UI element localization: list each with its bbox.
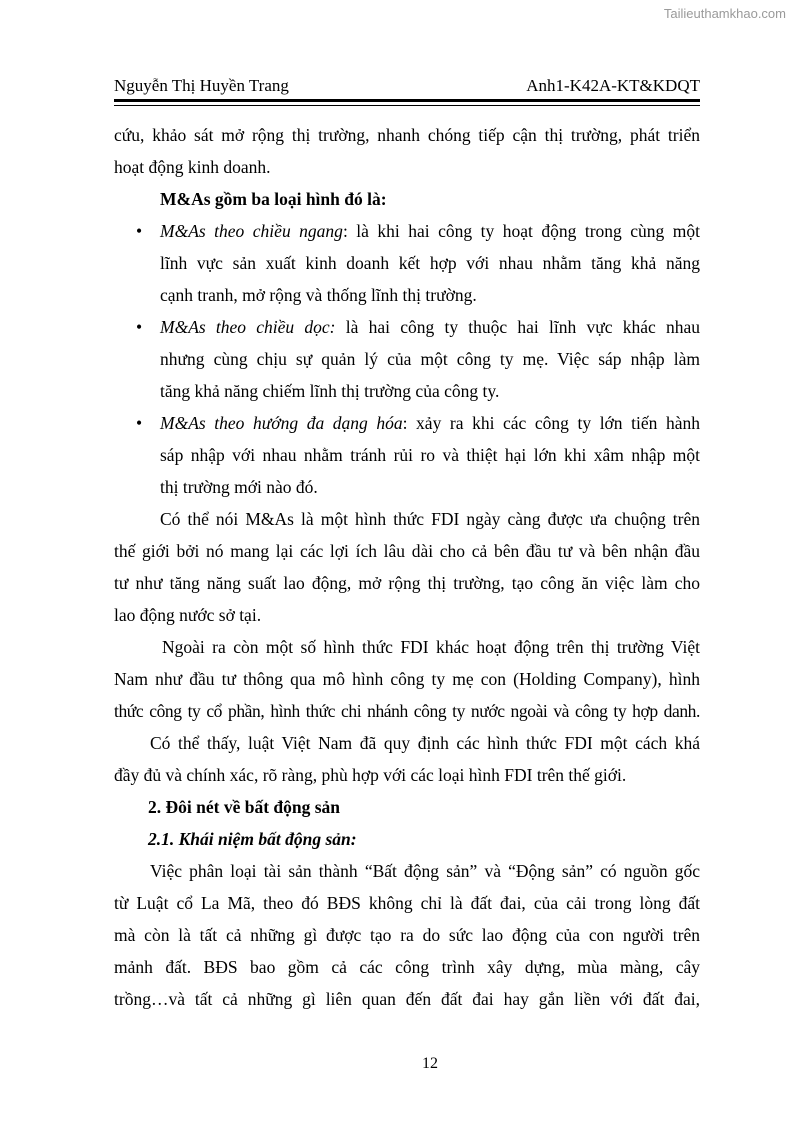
bullet-text: là hai công ty thuộc hai lĩnh vực khác nhau: [335, 317, 700, 337]
header-rule: [114, 99, 700, 106]
page-number: 12: [422, 1055, 438, 1072]
text-line: Có thể nói M&As là một hình thức FDI ngày càng được ưa chuộng trên: [160, 509, 700, 529]
text-line: tăng khả năng chiếm lĩnh thị trường của công ty.: [160, 381, 500, 401]
bullet-text: : xảy ra khi các công ty lớn tiến hành: [402, 413, 700, 433]
bullet-term: M&As theo chiều dọc:: [160, 317, 336, 337]
page-header: [114, 76, 700, 96]
header-author: Nguyễn Thị Huyền Trang: [114, 76, 289, 95]
text-line: sáp nhập với nhau nhằm tránh rủi ro và thiệt hại lớn khi xâm nhập một: [160, 445, 700, 465]
bullet-icon: •: [136, 221, 143, 241]
text-line: cạnh tranh, mở rộng và thống lĩnh thị trường.: [160, 285, 477, 305]
text-line: lao động nước sở tại.: [114, 605, 262, 625]
text-line: cứu, khảo sát mở rộng thị trường, nhanh chóng tiếp cận thị trường, phát triển: [114, 125, 700, 145]
text-line: Việc phân loại tài sản thành “Bất động sản” và “Động sản” có nguồn gốc: [150, 861, 700, 881]
text-line: Ngoài ra còn một số hình thức FDI khác hoạt động trên thị trường Việt: [162, 637, 700, 657]
text-line: tư như tăng năng suất lao động, mở rộng thị trường, tạo công ăn việc làm cho: [114, 573, 700, 593]
header-class: Anh1-K42A-KT&KDQT: [526, 76, 700, 95]
text-line: Nam như đầu tư thông qua mô hình công ty mẹ con (Holding Company), hình: [114, 669, 700, 689]
bullet-item: [114, 311, 700, 407]
subsection-heading: 2.1. Khái niệm bất động sản:: [148, 829, 357, 849]
bullet-term: M&As theo hướng đa dạng hóa: [160, 413, 403, 433]
text-line: thị trường mới nào đó.: [160, 477, 318, 497]
bullet-item: [114, 215, 700, 311]
bullet-text: : là khi hai công ty hoạt động trong cùng một: [342, 221, 700, 241]
text-line: hoạt động kinh doanh.: [114, 157, 271, 177]
text-line: mảnh đất. BĐS bao gồm cả các công trình xây dựng, mùa màng, cây: [114, 957, 700, 977]
subheading: M&As gồm ba loại hình đó là:: [160, 189, 387, 209]
text-line: từ Luật cổ La Mã, theo đó BĐS không chỉ là đất đai, của cải trong lòng đất: [114, 893, 700, 913]
bullet-item: [114, 407, 700, 503]
text-line: đầy đủ và chính xác, rõ ràng, phù hợp với các loại hình FDI trên thế giới.: [114, 765, 627, 785]
text-line: trồng…và tất cả những gì liên quan đến đất đai hay gắn liền với đất đai,: [114, 989, 700, 1009]
bullet-icon: •: [136, 413, 143, 433]
text-line: lĩnh vực sản xuất kinh doanh kết hợp với nhau nhằm tăng khả năng: [160, 253, 700, 273]
section-heading: 2. Đôi nét về bất động sản: [148, 797, 341, 817]
text-line: nhưng cùng chịu sự quản lý của một công ty mẹ. Việc sáp nhập làm: [160, 349, 700, 369]
text-line: Có thể thấy, luật Việt Nam đã quy định các hình thức FDI một cách khá: [150, 733, 700, 753]
text-line: thức công ty cổ phần, hình thức chi nhánh công ty nước ngoài và công ty hợp danh.: [114, 701, 700, 721]
watermark: Tailieuthamkhao.com: [663, 6, 786, 21]
text-line: thế giới bởi nó mang lại các lợi ích lâu dài cho cả bên đầu tư và bên nhận đầu: [114, 541, 700, 561]
text-line: mà còn là tất cả những gì được tạo ra do sức lao động của con người trên: [114, 925, 700, 945]
document-body: [114, 119, 700, 1015]
bullet-icon: •: [136, 317, 143, 337]
bullet-term: M&As theo chiều ngang: [160, 221, 343, 241]
